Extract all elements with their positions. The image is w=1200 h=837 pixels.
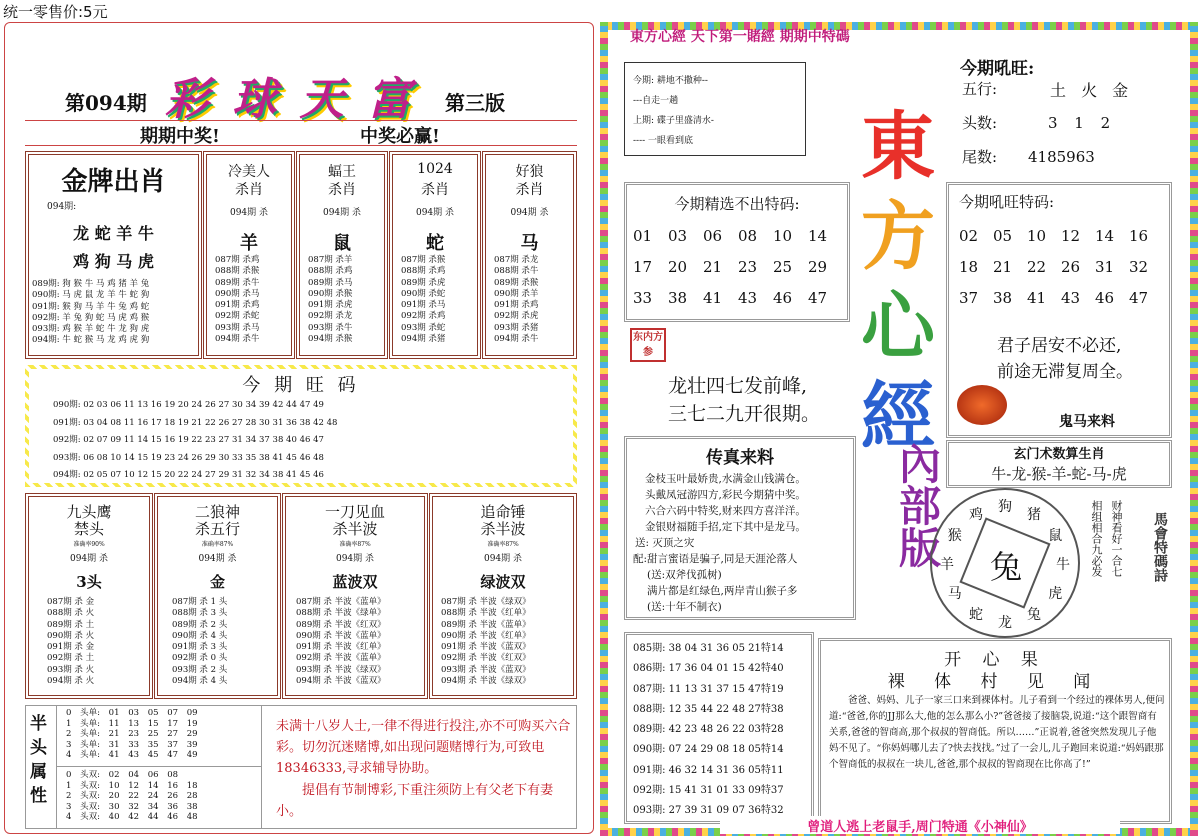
title-char: 東 (861, 104, 935, 190)
lower-value: 蓝波双 (332, 573, 378, 591)
kill-subtitle: 杀肖 (515, 182, 544, 198)
footer-text: 曾道人逃上老鼠手,周门特通《小神仙》 (720, 816, 1120, 834)
lower-row: 087期 杀 1 头 (172, 597, 228, 607)
number-cell: 32 (1129, 258, 1149, 276)
kill-row: 091期 杀虎 (308, 300, 353, 311)
record-row: 092期: 15 41 31 01 33 09特37 (633, 785, 784, 797)
lower-title: 一刀见血 (324, 503, 385, 521)
hot-special-box (946, 182, 1172, 438)
kill-row: 093期 杀蛇 (401, 322, 446, 333)
wheel-char: 龙 (998, 615, 1012, 631)
lower-row: 087期 杀 金 (47, 597, 95, 607)
kill-row: 088期 杀牛 (494, 266, 539, 277)
hot-row: 092期: 02 07 09 11 14 15 16 19 22 23 27 31 34 37 38 40 46 47 (53, 435, 324, 445)
lower-row: 090期 杀 火 (47, 630, 95, 641)
rabbit-char: 兔 (989, 548, 1022, 586)
kill-row: 092期 杀蛇 (215, 311, 260, 322)
number-cell: 10 (773, 227, 793, 245)
kill-value: 鼠 (333, 233, 351, 254)
kill-title: 蝠王 (328, 164, 356, 180)
kill-issue: 094期 杀 (510, 208, 549, 218)
kill-row: 087期 杀龙 (494, 255, 539, 265)
wei-value: 4185963 (1028, 148, 1095, 166)
lower-row: 093期 杀 半波《绿双》 (296, 664, 386, 675)
number-cell: 41 (703, 289, 723, 307)
poem3-line: 前途无滞复周全。 (997, 362, 1133, 382)
hot-special-title: 今期吼旺特码: (959, 193, 1055, 211)
tou-label: 头数: (962, 114, 998, 132)
number-cell: 47 (808, 289, 828, 307)
tiger-icon (957, 385, 1007, 425)
riddle-box (624, 62, 806, 156)
kill-row: 092期 杀鸡 (401, 311, 446, 322)
kill-issue: 094期 杀 (322, 208, 362, 218)
lower-box (282, 493, 428, 699)
kill-row: 091期 杀鸡 (215, 300, 260, 311)
record-row: 087期: 11 13 31 37 15 47特19 (633, 683, 784, 695)
gold-line-2: 鸡 狗 马 虎 (73, 252, 154, 271)
kill-title: 冷美人 (228, 164, 270, 180)
kill-row: 090期 杀蛇 (401, 288, 446, 299)
title-char: 經 (861, 374, 935, 460)
kill-row: 087期 杀猴 (401, 255, 446, 265)
kill-issue: 094期 杀 (229, 208, 269, 218)
kill-row: 093期 杀牛 (308, 322, 353, 333)
lower-row: 088期 杀 半波《绿单》 (296, 608, 386, 619)
number-cell: 43 (1061, 289, 1081, 307)
lower-row: 092期 杀 半波《红双》 (441, 653, 531, 664)
lower-issue: 094期 杀 (69, 554, 109, 564)
hot-row: 094期: 02 05 07 10 12 15 20 22 24 27 29 31 32 34 38 41 45 46 (53, 470, 324, 480)
lower-row: 090期 杀 半波《蓝单》 (296, 630, 386, 641)
lower-row: 091期 杀 金 (47, 642, 95, 653)
record-row: 093期: 27 39 31 09 07 36特32 (633, 805, 784, 817)
fax-line: (送:十年不制衣) (647, 601, 722, 613)
fax-line: 头戴凤冠游四方,彩民今期猜中奖。 (645, 489, 806, 501)
joke-text: 爸爸、妈妈、儿子一家三口来到裸体村。儿子看到一个经过的裸体男人,便问道:“爸爸,你的JJ那么大,他的怎么那么小?”爸爸接了接脑袋,说道:“这个跟智商有关系,爸爸的智商高,那个叔叔的智商低。所以……”正说着,爸爸突然发现儿子他妈不见了。“你妈妈哪儿去了?快去找找。”过了一会儿,儿子跑回来说道:“妈妈跟那个智商低的叔叔在一块儿,爸爸,那个叔叔的智商现在比你高了!” (829, 695, 1165, 770)
number-cell: 14 (808, 227, 828, 245)
price-label: 统一零售价:5元 (3, 3, 108, 21)
kill-row: 088期 杀鸡 (401, 266, 446, 277)
hot-title: 今 期 旺 码 (242, 375, 360, 396)
lower-rate: 准确率87% (339, 541, 371, 548)
lower-issue: 094期 杀 (335, 554, 375, 564)
riddle-line: ---自走一趟 (633, 96, 679, 106)
lower-row: 087期 杀 半波《蓝单》 (296, 597, 386, 607)
half-double-row: 2 头双: 20 22 24 26 28 (66, 791, 198, 801)
title-char: 方 (861, 194, 935, 280)
kill-row: 088期 杀鸡 (308, 266, 353, 277)
joke-title: 开 心 果 (944, 650, 1046, 670)
kill-row: 089期 杀牛 (215, 277, 260, 288)
wuxing-value: 土 火 金 (1050, 81, 1129, 100)
half-single-row: 4 头单: 41 43 45 47 49 (66, 750, 198, 760)
half-single-row: 1 头单: 11 13 15 17 19 (66, 718, 198, 729)
fax-line: 满片都是红绿色,两岸青山猴子多 (647, 585, 798, 597)
number-cell: 38 (668, 289, 688, 307)
lower-subtitle: 杀半波 (480, 520, 526, 538)
lower-row: 090期 杀 半波《红单》 (441, 630, 531, 641)
border-right (1190, 22, 1198, 836)
lower-title: 追命锤 (480, 503, 526, 521)
number-cell: 38 (993, 289, 1013, 307)
lower-issue: 094期 杀 (483, 554, 523, 564)
lower-row: 094期 杀 4 头 (172, 676, 228, 687)
half-double-row: 3 头双: 30 32 34 36 38 (66, 801, 198, 812)
lower-row: 092期 杀 半波《蓝单》 (296, 653, 386, 664)
wheel-char: 猪 (1027, 506, 1041, 523)
kill-subtitle: 杀肖 (421, 182, 449, 198)
wheel-char: 狗 (998, 499, 1012, 515)
number-cell: 43 (738, 289, 758, 307)
left-page (4, 22, 594, 834)
kill-box (482, 151, 577, 359)
poem2-line: 三七二九开很期。 (668, 403, 821, 425)
lower-row: 093期 杀 半波《蓝双》 (441, 664, 531, 675)
logo-text: 彩 球 天 富 (165, 74, 415, 125)
fax-box (624, 436, 856, 620)
wheel-char: 兔 (1027, 607, 1041, 624)
number-cell: 47 (1129, 289, 1149, 307)
lower-row: 094期 杀 火 (47, 676, 95, 687)
xuanmen-box (946, 440, 1172, 488)
kill-row: 094期 杀猴 (308, 334, 353, 345)
wheel-char: 鼠 (1048, 528, 1063, 544)
lower-subtitle: 杀半波 (332, 520, 378, 538)
wheel-char: 马 (947, 586, 962, 602)
kill-box (389, 151, 481, 359)
lower-row: 089期 杀 2 头 (172, 619, 228, 630)
kill-title: 1024 (417, 161, 453, 177)
fax-line: 金枝玉叶最娇贵,水满金山钱满仓。 (645, 473, 806, 485)
slogan-2: 中奖必赢! (360, 126, 440, 147)
half-head-panel (25, 705, 577, 829)
number-cell: 37 (959, 289, 979, 307)
kill-row: 091期 杀鸡 (494, 300, 539, 311)
kill-row: 090期 杀猴 (308, 288, 353, 299)
slogan-1: 期期中奖! (140, 126, 220, 147)
riddle-line: 今期: 耕地不撒种-- (633, 76, 708, 86)
neibu-label: 內部版 (893, 442, 942, 568)
guima-label: 鬼马来料 (1059, 414, 1115, 430)
number-cell: 23 (738, 258, 758, 276)
lower-row: 094期 杀 半波《蓝双》 (296, 676, 386, 687)
kill-row: 094期 杀猪 (401, 334, 446, 345)
kill-box (296, 151, 388, 359)
xuanmen-line: 牛-龙-猴-羊-蛇-马-虎 (991, 465, 1127, 483)
number-cell: 05 (993, 227, 1013, 245)
mahui-label: 馬會特碼詩 (1152, 512, 1168, 582)
lower-value: 3头 (76, 573, 102, 591)
wuxing-label: 五行: (962, 80, 998, 98)
gold-history (32, 279, 149, 347)
wheel-char: 羊 (940, 557, 954, 573)
record-row: 090期: 07 24 29 08 18 05特14 (633, 744, 784, 756)
kill-row: 092期 杀虎 (494, 311, 539, 322)
kill-row: 088期 杀猴 (215, 266, 260, 277)
lower-row: 092期 杀 土 (47, 653, 95, 664)
hot-row: 091期: 03 04 08 11 16 17 18 19 21 22 26 27 28 30 31 36 38 42 48 (53, 417, 338, 428)
joke-subtitle: 裸 体 村 见 闻 (887, 672, 1103, 692)
lower-row: 094期 杀 半波《绿双》 (441, 676, 531, 687)
number-cell: 08 (738, 227, 758, 245)
main-vertical-title (852, 102, 944, 462)
kill-row: 089期 杀马 (308, 277, 353, 288)
lower-row: 088期 杀 半波《红单》 (441, 608, 531, 619)
record-row: 091期: 46 32 14 31 36 05特11 (633, 764, 784, 776)
gold-history-row: 090期: 马 虎 鼠 龙 羊 牛 蛇 狗 (32, 290, 150, 301)
number-cell: 46 (1095, 289, 1115, 307)
number-cell: 46 (773, 289, 793, 307)
gold-title: 金牌出肖 (61, 167, 166, 197)
poem3-line: 君子居安不必还, (997, 336, 1122, 356)
gold-issue: 094期: (47, 202, 77, 212)
lower-row: 089期 杀 半波《蓝单》 (441, 619, 531, 630)
kill-issue: 094期 杀 (415, 208, 455, 218)
half-double-row: 1 头双: 10 12 14 16 18 (66, 780, 198, 791)
lower-row: 091期 杀 3 头 (172, 642, 228, 653)
number-cell: 03 (668, 227, 688, 245)
kill-value: 马 (520, 233, 539, 254)
kill-row: 087期 杀羊 (308, 255, 353, 265)
hot-head: 今期吼旺: (960, 59, 1035, 79)
fax-line: 送: 灭顶之灾 (635, 537, 695, 549)
lower-value: 绿波双 (480, 573, 526, 591)
half-head-label: 半头属性 (30, 714, 47, 806)
kill-row: 089期 杀虎 (401, 277, 446, 288)
gold-zodiac-box (25, 151, 202, 359)
lower-row: 092期 杀 0 头 (172, 653, 228, 664)
number-cell: 33 (633, 289, 653, 307)
number-cell: 21 (993, 258, 1013, 276)
half-single-row: 2 头单: 21 23 25 27 29 (66, 729, 198, 739)
kill-row: 091期 杀马 (401, 300, 446, 311)
fax-line: 金银财福随手招,定下其中是龙马。 (645, 521, 806, 533)
not-out-title: 今期精选不出特码: (674, 195, 800, 213)
kill-row: 090期 杀羊 (494, 288, 539, 299)
gambling-notice-2: 提倡有节制博彩,下重注须防上有父老下有妻小。 (276, 783, 554, 819)
zodiac-wheel (930, 488, 1080, 638)
title-char: 心 (861, 284, 935, 370)
poem2-line: 龙壮四七发前峰, (668, 375, 808, 397)
kill-row: 087期 杀鸡 (215, 255, 260, 265)
lower-row: 091期 杀 半波《蓝双》 (441, 642, 531, 653)
side-vertical-2: 财神看好一合七 (1110, 500, 1123, 577)
number-cell: 29 (808, 258, 828, 276)
gold-history-row: 094期: 牛 蛇 猴 马 龙 鸡 虎 狗 (32, 335, 150, 346)
lower-rate: 准确率87% (201, 541, 234, 548)
wheel-char: 鸡 (969, 506, 983, 523)
issue-number: 第094期 (65, 91, 147, 115)
kill-row: 094期 杀牛 (215, 334, 260, 345)
border-left (600, 22, 608, 836)
lower-row: 091期 杀 半波《红单》 (296, 642, 386, 653)
edition-label: 第三版 (445, 91, 505, 115)
wheel-char: 牛 (1056, 557, 1070, 573)
kill-row: 093期 杀马 (215, 322, 260, 333)
number-cell: 41 (1027, 289, 1047, 307)
lower-box (154, 493, 281, 699)
lower-subtitle: 杀五行 (194, 520, 240, 538)
lower-row: 089期 杀 半波《红双》 (296, 619, 386, 630)
lower-rate: 准确率90% (73, 541, 105, 548)
tou-value: 3 1 2 (1048, 114, 1111, 132)
kill-value: 蛇 (426, 233, 444, 254)
lower-box (429, 493, 577, 699)
half-double-row: 0 头双: 02 04 06 08 (66, 770, 179, 780)
hot-numbers-panel (25, 365, 577, 487)
record-row: 086期: 17 36 04 01 15 42特40 (633, 663, 784, 675)
joke-box (818, 638, 1172, 824)
number-cell: 26 (1061, 258, 1081, 276)
right-page (600, 22, 1198, 836)
number-cell: 31 (1095, 258, 1115, 276)
riddle-line: 上期: 碟子里盛清水- (633, 116, 714, 126)
kill-row: 089期 杀猴 (494, 277, 539, 288)
number-cell: 10 (1027, 227, 1047, 245)
xuanmen-title: 玄门术数算生肖 (1013, 447, 1105, 462)
kill-value: 羊 (240, 233, 258, 254)
number-cell: 21 (703, 258, 723, 276)
lower-row: 090期 杀 4 头 (172, 630, 228, 641)
kill-subtitle: 杀肖 (328, 182, 356, 198)
gold-history-row: 093期: 鸡 猴 羊 蛇 牛 龙 狗 虎 (32, 324, 150, 335)
lower-row: 089期 杀 土 (47, 619, 95, 630)
kill-row: 094期 杀牛 (494, 334, 539, 345)
lower-row: 088期 杀 火 (47, 608, 95, 619)
kill-row: 090期 杀马 (215, 288, 260, 299)
number-cell: 22 (1027, 258, 1047, 276)
fax-line: 配:甜言蜜语是骗子,同是天涯沦落人 (633, 553, 798, 565)
lower-row: 088期 杀 3 头 (172, 608, 228, 619)
gold-history-row: 092期: 羊 兔 狗 蛇 马 虎 鸡 猴 (32, 312, 150, 323)
number-cell: 17 (633, 258, 653, 276)
gold-history-row: 091期: 猴 狗 马 羊 牛 兔 鸡 蛇 (32, 301, 150, 312)
lower-subtitle: 禁头 (73, 520, 104, 538)
fax-title: 传真来料 (706, 448, 774, 468)
fax-line: 六合六码中特奖,财来四方喜洋洋。 (645, 505, 806, 517)
fax-line: (送:双斧伐孤树) (647, 569, 722, 581)
lower-value: 金 (209, 573, 225, 591)
number-cell: 06 (703, 227, 723, 245)
gold-history-row: 089期: 狗 猴 牛 马 鸡 猪 羊 兔 (32, 279, 150, 289)
hot-row: 090期: 02 03 06 11 13 16 19 20 24 26 27 30 34 39 42 44 47 49 (53, 400, 324, 410)
half-single-row: 3 头单: 31 33 35 37 39 (66, 739, 198, 750)
kill-row: 092期 杀龙 (308, 311, 353, 322)
record-row: 088期: 12 35 44 22 48 27特38 (633, 703, 784, 715)
gold-line-1: 龙 蛇 羊 牛 (73, 224, 154, 243)
lower-row: 093期 杀 火 (47, 664, 95, 675)
number-cell: 20 (668, 258, 688, 276)
kill-box (203, 151, 295, 359)
seal-stamp: 东内方参 (630, 328, 666, 362)
record-row: 085期: 38 04 31 36 05 21特14 (633, 643, 784, 654)
number-cell: 12 (1061, 227, 1081, 245)
wheel-char: 虎 (1048, 586, 1063, 602)
kill-row: 093期 杀猪 (494, 322, 539, 333)
not-out-box (624, 182, 850, 322)
wheel-char: 猴 (947, 528, 962, 544)
slogan-bar (25, 120, 577, 146)
wei-label: 尾数: (962, 148, 998, 166)
records-box (624, 632, 814, 824)
riddle-line: ---- 一眼看到底 (633, 136, 694, 146)
lower-row: 093期 杀 2 头 (172, 664, 228, 675)
side-vertical-1: 相组相合九必发 (1090, 500, 1103, 577)
kill-title: 好狼 (515, 164, 544, 180)
gambling-notice: 未满十八岁人士,一律不得进行投注,亦不可购买六合彩。切勿沉迷赌博,如出现问题赌博行为,可致电18346333,寻求辅导协助。 (276, 719, 571, 776)
banner-text: 東方心經 天下第一賭經 期期中特碼 (630, 29, 850, 45)
lower-rate: 准确率87% (487, 541, 519, 548)
lower-row: 087期 杀 半波《绿双》 (441, 597, 531, 607)
wheel-char: 蛇 (969, 607, 983, 624)
number-cell: 25 (773, 258, 793, 276)
kill-subtitle: 杀肖 (235, 182, 263, 198)
number-cell: 16 (1129, 227, 1149, 245)
number-cell: 14 (1095, 227, 1115, 245)
hot-row: 093期: 06 08 10 14 15 19 23 24 26 29 30 33 35 38 41 45 46 48 (53, 452, 324, 463)
half-single-row: 0 头单: 01 03 05 07 09 (66, 708, 198, 718)
lower-box (25, 493, 153, 699)
record-row: 089期: 42 23 48 26 22 03特28 (633, 724, 784, 736)
lower-issue: 094期 杀 (198, 554, 237, 564)
lower-title: 二狼神 (194, 503, 240, 521)
number-cell: 18 (959, 258, 979, 276)
number-cell: 02 (959, 227, 979, 245)
lower-title: 九头鹰 (66, 503, 112, 521)
half-double-row: 4 头双: 40 42 44 46 48 (66, 812, 198, 822)
number-cell: 01 (633, 227, 653, 245)
